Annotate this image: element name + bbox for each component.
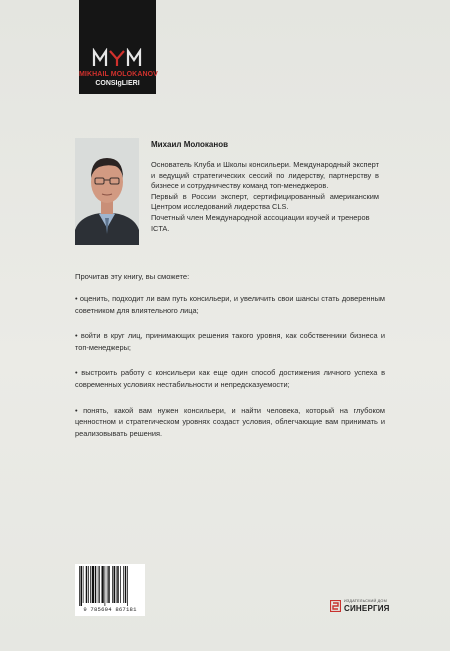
publisher-logo	[330, 598, 394, 614]
author-portrait-image	[75, 138, 139, 245]
barcode-bar	[92, 566, 94, 603]
author-name: Михаил Молоканов	[151, 140, 229, 149]
barcode-bar	[88, 566, 89, 603]
author-bio-paragraph: Основатель Клуба и Школы консильери. Международный эксперт и ведущий стратегических сессий по лидерству, партнерству в бизнесе и сотрудничеству команд топ-менеджеров.	[151, 160, 379, 191]
benefit-item: • оценить, подходит ли вам путь консильери, и увеличить свои шансы стать доверенным советником для влиятельного лица;	[75, 294, 385, 315]
barcode-bar	[125, 566, 127, 603]
benefit-item: • выстроить работу с консильери как еще один способ достижения личного успеха в современных условиях нестабильности и непредсказуемости;	[75, 368, 385, 389]
publisher-top-line: ИЗДАТЕЛЬСКИЙ ДОМ	[344, 599, 387, 603]
logo-subtitle-text: CONSIgLIERI	[95, 80, 140, 87]
barcode-bar	[117, 566, 119, 603]
barcode-bar	[90, 566, 91, 603]
author-bio	[151, 160, 379, 234]
barcode-bar	[102, 566, 104, 603]
benefit-item: • войти в круг лиц, принимающих решения такого уровня, как собственники бизнеса и топ-менеджеры;	[75, 331, 385, 352]
benefits-list	[75, 293, 385, 453]
barcode-bar	[107, 566, 108, 603]
publisher-emblem-icon	[330, 600, 341, 612]
author-bio-paragraph: Почетный член Международной ассоциации коучей и тренеров ICTA.	[151, 212, 370, 233]
logo-name-text: MIKHAIL MOLOKANOV	[79, 71, 158, 78]
barcode-bar	[127, 566, 128, 606]
barcode-bar	[108, 566, 110, 603]
barcode-bar	[114, 566, 116, 603]
isbn-barcode	[75, 564, 145, 616]
barcode-bar	[99, 566, 100, 603]
author-bio-paragraph: Первый в России эксперт, сертифицированный американским Центром исследований лидерства CLS.	[151, 191, 379, 212]
barcode-bar	[79, 566, 80, 606]
barcode-bar	[95, 566, 97, 603]
barcode-bar	[123, 566, 124, 603]
barcode-bar	[98, 566, 99, 603]
barcode-bar	[112, 566, 113, 603]
benefits-lead-text: Прочитав эту книгу, вы сможете:	[75, 272, 190, 281]
barcode-bar	[120, 566, 121, 603]
barcode-bar	[116, 566, 117, 603]
barcode-bar	[105, 566, 106, 606]
benefit-item: • понять, какой вам нужен консильери, и найти человека, который на глубоком ценностном и стратегическом уровнях создаст условия, облегчающие вам принимать и реализовывать решения.	[75, 405, 385, 438]
author-photo	[75, 138, 139, 245]
barcode-bars	[77, 566, 143, 606]
barcode-bar	[83, 566, 84, 603]
barcode-bar	[86, 566, 88, 603]
brand-logo-block	[79, 0, 156, 94]
barcode-bar	[81, 566, 83, 606]
publisher-name: СИНЕРГИЯ	[344, 604, 390, 613]
mym-logo-icon	[92, 48, 142, 68]
isbn-digits: 9 785604 867181	[83, 606, 137, 613]
